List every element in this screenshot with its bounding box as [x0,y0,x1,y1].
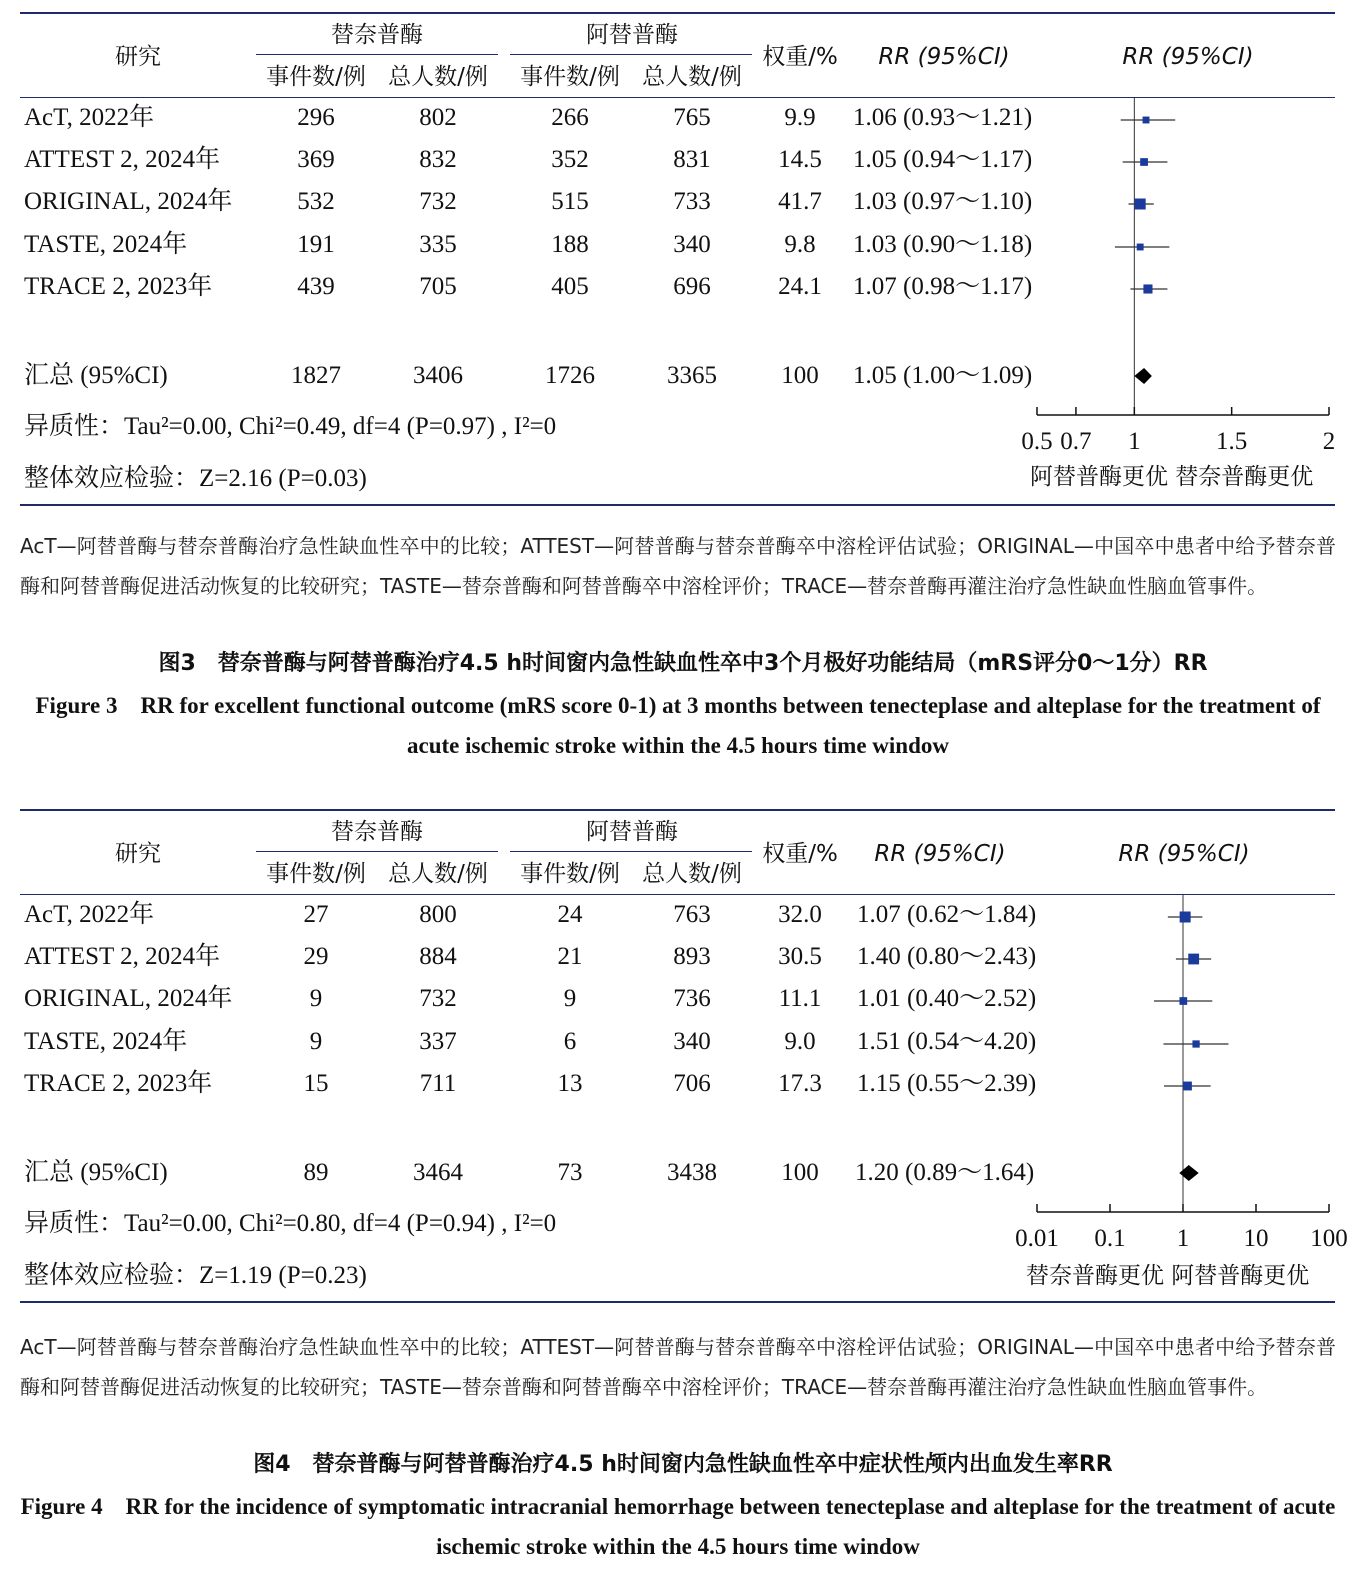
study-name: TRACE 2, 2023年 [24,273,213,300]
header-rr-plot: RR (95%CI) [1122,44,1254,70]
header-b-events: 事件数/例 [520,64,620,90]
a-events: 15 [303,1070,329,1097]
weight: 24.1 [778,273,822,300]
b-total: 340 [673,1028,711,1055]
a-total: 3406 [413,362,463,389]
total-label: 汇总 (95%CI) [24,1159,168,1186]
rr-ci: 1.01 (0.40～2.52) [857,985,1037,1012]
group-b-underline [510,54,752,55]
rr-ci: 1.40 (0.80～2.43) [857,943,1037,970]
b-events: 6 [563,1028,577,1055]
rr-ci: 1.03 (0.90～1.18) [853,231,1033,258]
a-events: 296 [297,104,335,131]
x-tick-label: 0.5 [1021,428,1053,455]
header-rr-plot: RR (95%CI) [1118,841,1250,867]
header-b-total: 总人数/例 [642,861,742,887]
header-rr: RR (95%CI) [878,44,1010,70]
header-b-events: 事件数/例 [520,861,620,887]
abbreviation-notes: AcT—阿替普酶与替奈普酶治疗急性缺血性卒中的比较；ATTEST—阿替普酶与替奈普酶卒中溶栓评估试验；ORIGINAL—中国卒中患者中给予替奈普酶和阿替普酶促进活动恢复的比较研究；TASTE—替奈普酶和阿替普酶卒中溶栓评价；TRACE—替奈普酶再灌注治疗急性缺血性脑血管事件。 [20,534,1336,598]
header-rr: RR (95%CI) [874,841,1006,867]
b-events: 266 [551,104,589,131]
study-marker [1135,199,1146,210]
weight: 30.5 [778,943,822,970]
study-marker [1183,1082,1192,1091]
study-name: AcT, 2022年 [24,104,155,131]
x-tick-label: 100 [1310,1225,1348,1252]
b-total: 763 [673,901,711,928]
x-tick-label: 1 [1176,1225,1190,1252]
overall-effect-text: 整体效应检验：Z=1.19 (P=0.23) [24,1262,367,1289]
study-name: TASTE, 2024年 [24,231,188,258]
b-events: 9 [563,985,577,1012]
forest-plot-3 [1020,0,1366,500]
header-weight: 权重/% [762,44,838,70]
study-name: ATTEST 2, 2024年 [24,146,221,173]
caption-en: Figure 4 RR for the incidence of symptomatic intracranial hemorrhage between tenecteplase and alteplase for the treatment of acute ischemic stroke within the 4.5 hours time window [20,1494,1336,1559]
header-group-b: 阿替普酶 [586,819,678,845]
b-events: 515 [551,188,589,215]
total-label: 汇总 (95%CI) [24,362,168,389]
header-study: 研究 [115,44,161,70]
weight: 32.0 [778,901,822,928]
weight: 9.0 [784,1028,816,1055]
a-total: 337 [419,1028,457,1055]
b-total: 340 [673,231,711,258]
group-b-underline [510,851,752,852]
rr-ci: 1.51 (0.54～4.20) [857,1028,1037,1055]
study-name: ORIGINAL, 2024年 [24,985,233,1012]
weight: 100 [781,1159,819,1186]
bottom-rule [20,504,1335,506]
x-tick-label: 0.7 [1060,428,1092,455]
a-events: 9 [309,1028,323,1055]
x-tick-label: 1 [1128,428,1141,455]
study-name: TRACE 2, 2023年 [24,1070,213,1097]
favors-labels: 阿替普酶更优 替奈普酶更优 [1030,464,1314,490]
group-a-underline [256,851,498,852]
a-total: 335 [419,231,457,258]
caption-cn: 图3 替奈普酶与阿替普酶治疗4.5 h时间窗内急性缺血性卒中3个月极好功能结局（mRS评分0～1分）RR [158,651,1208,676]
pooled-diamond [1134,368,1152,384]
a-events: 29 [303,943,329,970]
header-b-total: 总人数/例 [642,64,742,90]
a-total: 800 [419,901,457,928]
x-tick-label: 10 [1243,1225,1269,1252]
heterogeneity-text: 异质性：Tau²=0.00, Chi²=0.80, df=4 (P=0.94) , I²=0 [24,1210,557,1237]
x-tick-label: 0.1 [1094,1225,1126,1252]
b-events: 352 [551,146,589,173]
study-marker [1137,244,1144,251]
figure-4 [0,797,1366,1584]
bottom-rule [20,1301,1335,1303]
a-events: 439 [297,273,335,300]
b-total: 696 [673,273,711,300]
header-a-total: 总人数/例 [388,861,488,887]
b-events: 188 [551,231,589,258]
study-name: AcT, 2022年 [24,901,155,928]
rr-ci: 1.07 (0.62～1.84) [857,901,1037,928]
b-events: 13 [557,1070,583,1097]
weight: 100 [781,362,819,389]
a-events: 27 [303,901,329,928]
rr-ci: 1.03 (0.97～1.10) [853,188,1033,215]
rr-ci: 1.06 (0.93～1.21) [853,104,1033,131]
a-events: 532 [297,188,335,215]
a-events: 191 [297,231,335,258]
a-total: 832 [419,146,457,173]
study-marker [1188,954,1199,965]
rr-ci: 1.20 (0.89～1.64) [855,1159,1035,1186]
abbreviation-notes: AcT—阿替普酶与替奈普酶治疗急性缺血性卒中的比较；ATTEST—阿替普酶与替奈普酶卒中溶栓评估试验；ORIGINAL—中国卒中患者中给予替奈普酶和阿替普酶促进活动恢复的比较研究；TASTE—替奈普酶和阿替普酶卒中溶栓评价；TRACE—替奈普酶再灌注治疗急性缺血性脑血管事件。 [20,1335,1336,1399]
study-name: ATTEST 2, 2024年 [24,943,221,970]
x-tick-label: 0.01 [1015,1225,1059,1252]
b-total: 3438 [667,1159,717,1186]
b-events: 405 [551,273,589,300]
a-events: 9 [309,985,323,1012]
b-total: 765 [673,104,711,131]
forest-plot-4 [1015,797,1366,1297]
weight: 17.3 [778,1070,822,1097]
b-total: 706 [673,1070,711,1097]
rr-ci: 1.05 (1.00～1.09) [853,362,1033,389]
group-a-underline [256,54,498,55]
b-events: 21 [557,943,583,970]
header-study: 研究 [115,841,161,867]
caption-cn: 图4 替奈普酶与阿替普酶治疗4.5 h时间窗内急性缺血性卒中症状性颅内出血发生率RR [253,1452,1113,1477]
b-total: 736 [673,985,711,1012]
study-marker [1143,117,1150,124]
weight: 41.7 [778,188,822,215]
b-total: 893 [673,943,711,970]
header-a-events: 事件数/例 [266,64,366,90]
header-weight: 权重/% [762,841,838,867]
header-group-a: 替奈普酶 [331,819,423,845]
study-marker [1192,1040,1199,1047]
favors-labels: 替奈普酶更优 阿替普酶更优 [1026,1263,1310,1289]
b-total: 733 [673,188,711,215]
header-a-events: 事件数/例 [266,861,366,887]
study-marker [1140,158,1148,166]
a-total: 711 [419,1070,457,1097]
study-name: ORIGINAL, 2024年 [24,188,233,215]
a-total: 802 [419,104,457,131]
rr-ci: 1.05 (0.94～1.17) [853,146,1033,173]
study-name: TASTE, 2024年 [24,1028,188,1055]
a-total: 732 [419,188,457,215]
a-total: 732 [419,985,457,1012]
b-events: 24 [557,901,583,928]
b-total: 3365 [667,362,717,389]
rr-ci: 1.15 (0.55～2.39) [857,1070,1037,1097]
figure-3 [0,0,1366,780]
b-events: 1726 [545,362,595,389]
study-marker [1143,284,1152,293]
a-events: 1827 [291,362,341,389]
rr-ci: 1.07 (0.98～1.17) [853,273,1033,300]
study-marker [1180,912,1191,923]
header-group-a: 替奈普酶 [331,22,423,48]
a-events: 369 [297,146,335,173]
x-tick-label: 1.5 [1216,428,1248,455]
caption-en: Figure 3 RR for excellent functional outcome (mRS score 0-1) at 3 months between tenecteplase and alteplase for the treatment of acute ischemic stroke within the 4.5 hours time window [35,693,1321,758]
x-tick-label: 2 [1322,428,1336,455]
a-total: 705 [419,273,457,300]
a-total: 884 [419,943,457,970]
a-events: 89 [303,1159,329,1186]
b-total: 831 [673,146,711,173]
weight: 9.9 [784,104,816,131]
weight: 14.5 [778,146,822,173]
header-a-total: 总人数/例 [388,64,488,90]
pooled-diamond [1179,1165,1198,1181]
study-marker [1179,997,1187,1005]
a-total: 3464 [413,1159,463,1186]
overall-effect-text: 整体效应检验：Z=2.16 (P=0.03) [24,465,367,492]
b-events: 73 [557,1159,583,1186]
heterogeneity-text: 异质性：Tau²=0.00, Chi²=0.49, df=4 (P=0.97) , I²=0 [24,413,557,440]
weight: 9.8 [784,231,816,258]
header-group-b: 阿替普酶 [586,22,678,48]
weight: 11.1 [778,985,822,1012]
